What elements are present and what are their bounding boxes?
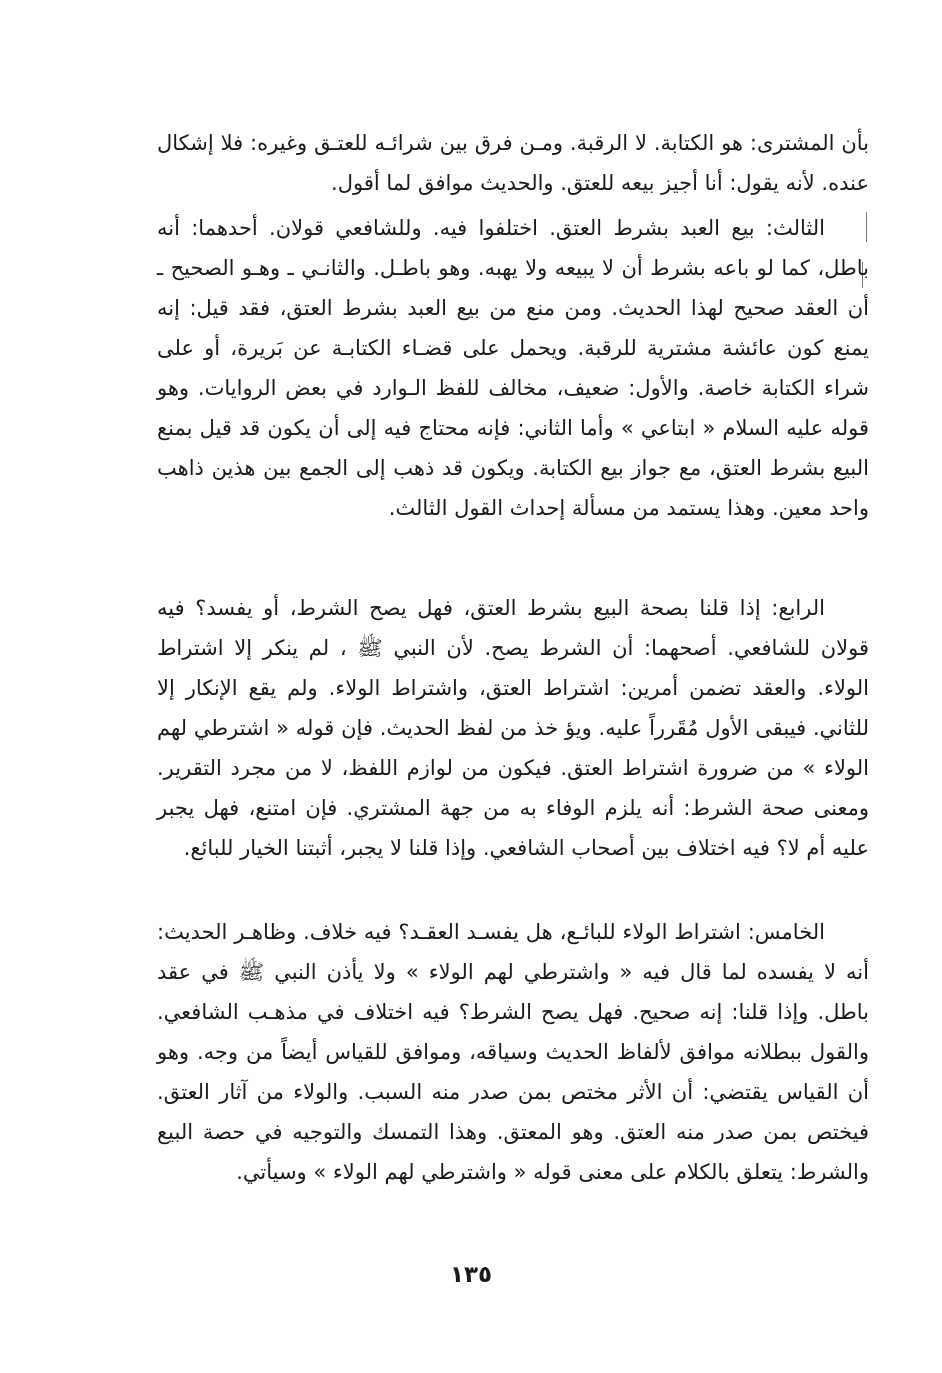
paragraph-fourth bbox=[157, 588, 869, 868]
paragraph-text: الرابع: إذا قلنا بصحة البيع بشرط العتق، فهل يصح الشرط، أو يفسد؟ فيه قولان للشافعي. أصحهما: أن الشرط يصح. لأن النبي ﷺ ، لم ينكر إلا اشتراط الولاء. والعقد تضمن أمرين: اشتراط العتق، واشتراط الولاء. ولم يقع الإنكار إلا للثاني. فيبقى الأول مُقَرراً عليه. ويؤ خذ من لفظ الحديث. فإن قوله « اشترطي لهم الولاء » من ضرورة اشتراط العتق. فيكون من لوازم اللفظ، لا من مجرد التقرير. ومعنى صحة الشرط: أنه يلزم الوفاء به من جهة المشتري. فإن امتنع، فهل يجبر عليه أم لا؟ فيه اختلاف بين أصحاب الشافعي. وإذا قلنا لا يجبر، أثبتنا الخيار للبائع. bbox=[157, 596, 869, 860]
paragraph-text: الثالث: بيع العبد بشرط العتق. اختلفوا فيه. وللشافعي قولان. أحدهما: أنه باطل، كما لو باعه بشرط أن لا يبيعه ولا يهبه. وهو باطـل. والثانـي ـ وهـو الصحيح ـ أن العقد صحيح لهذا الحديث. ومن منع من بيع العبد بشرط العتق، فقد قيل: إنه يمنع كون عائشة مشترية للرقبة. ويحمل على قضـاء الكتابـة عن بَريرة، أو على شراء الكتابة خاصة. والأول: ضعيف، مخالف للفظ الـوارد في بعض الروايات. وهو قوله عليه السلام « ابتاعي » وأما الثاني: فإنه محتاج فيه إلى أن يكون قد قيل بمنع البيع بشرط العتق، مع جواز بيع الكتابة. ويكون قد ذهب إلى الجمع بين هذين ذاهب واحد معين. وهذا يستمد من مسألة إحداث القول الثالث. bbox=[157, 216, 869, 520]
paragraph-text: الخامس: اشتراط الولاء للبائـع، هل يفسـد العقـد؟ فيه خلاف. وظاهـر الحديث: أنه لا يفسده لما قال فيه « واشترطي لهم الولاء » ولا يأذن النبي ﷺ في عقد باطل. وإذا قلنا: إنه صحيح. فهل يصح الشرط؟ فيه اختلاف في مذهـب الشافعي. والقول ببطلانه موافق لألفاظ الحديث وسياقه، وموافق للقياس أيضاً من وجه. وهو أن القياس يقتضي: أن الأثر مختص بمن صدر منه السبب. والولاء من آثار العتق. فيختص بمن صدر منه العتق. وهو المعتق. وهذا التمسك والتوجيه في حصة البيع والشرط: يتعلق بالكلام على معنى قوله « واشترطي لهم الولاء » وسيأتي. bbox=[157, 920, 869, 1184]
paragraph-text: بأن المشترى: هو الكتابة. لا الرقبة. ومـن فرق بين شرائـه للعتـق وغيره: فلا إشكال عنده. لأنه يقول: أنا أجيز بيعه للعتق. والحديث موافق لما أقول. bbox=[157, 131, 869, 195]
paragraph-fifth bbox=[157, 912, 869, 1192]
page-number: ١٣٥ bbox=[449, 1262, 493, 1288]
paragraph-continuation bbox=[157, 123, 869, 203]
paragraph-third bbox=[157, 208, 869, 528]
